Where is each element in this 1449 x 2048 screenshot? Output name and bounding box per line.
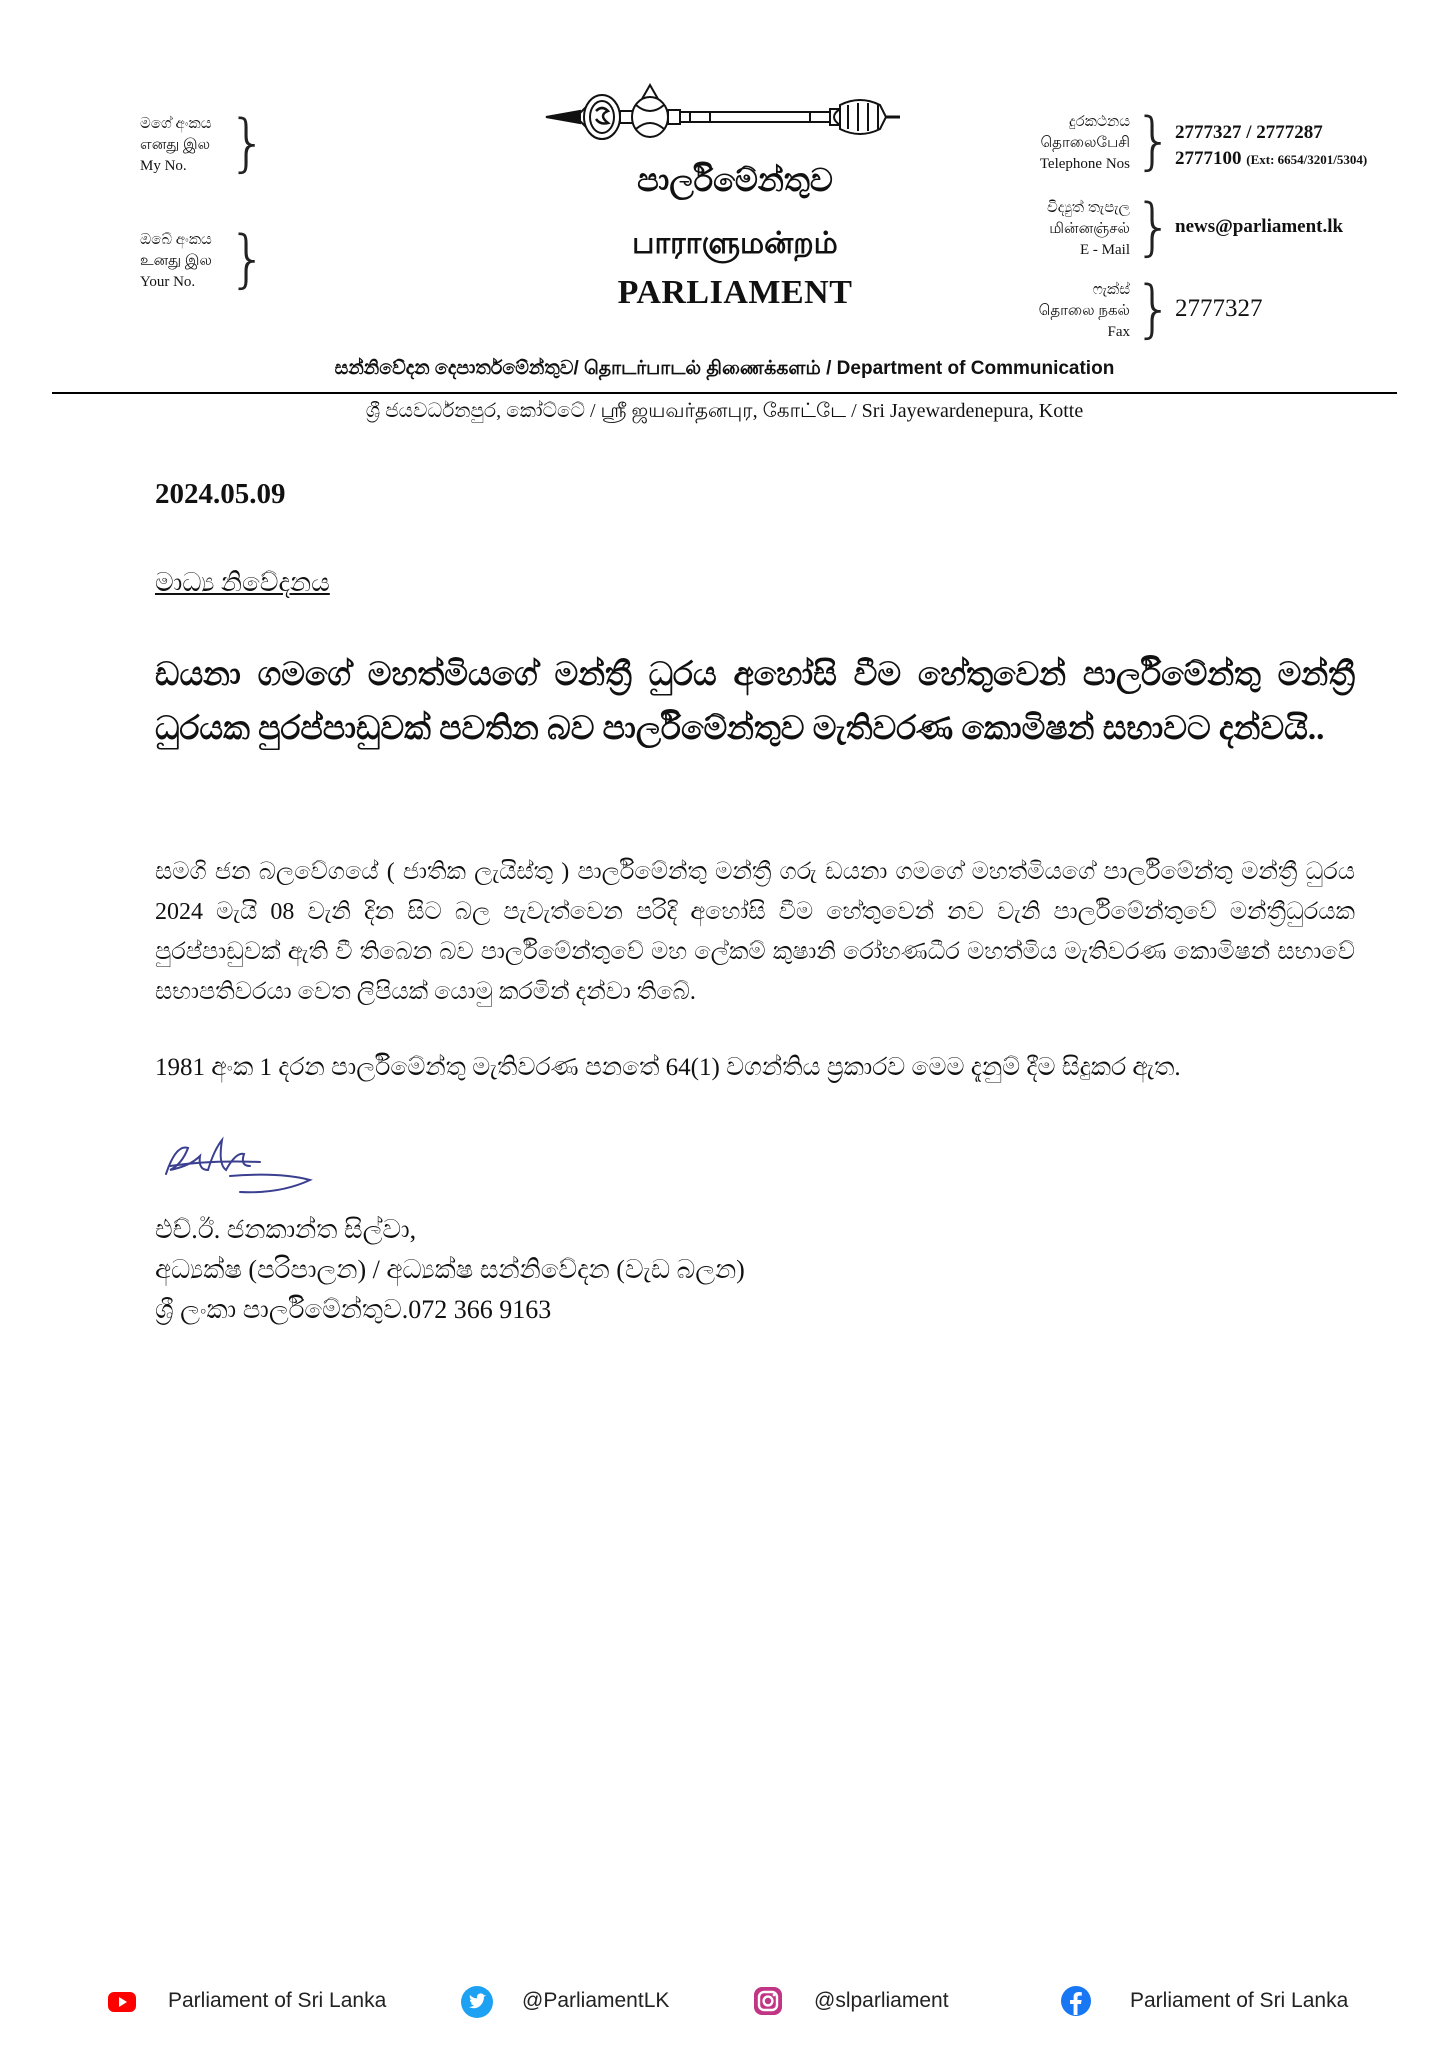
my-number-ta: எனது இல: [140, 137, 211, 153]
fax-label: [1010, 280, 1130, 343]
brace-icon: }: [1134, 104, 1174, 177]
body-paragraph-2: 1981 අංක 1 දරන පාර්ලිමේන්තු මැතිවරණ පනතේ 64(1) වගන්තිය ප්‍රකාරව මෙම දැනුම් දීම සිදුකර ඇත.: [155, 1054, 1181, 1081]
footer-instagram-label: @slparliament: [814, 1989, 949, 2012]
footer-twitter-label: @ParliamentLK: [522, 1989, 670, 2012]
mace-emblem-icon: [540, 75, 920, 160]
my-number-en: My No.: [140, 158, 187, 174]
my-number-si: මගේ අංකය: [140, 116, 212, 132]
telephone-label: [1010, 112, 1130, 175]
youtube-icon: [106, 1985, 138, 2017]
your-number-en: Your No.: [140, 274, 196, 290]
your-number-si: ඔබේ අංකය: [140, 232, 212, 248]
telephone-numbers: 2777327 / 2777287: [1175, 122, 1323, 143]
email-address[interactable]: news@parliament.lk: [1175, 216, 1344, 237]
telephone-label-ta: தொலைபேசி: [1040, 135, 1130, 151]
footer-twitter[interactable]: [460, 1985, 669, 2017]
footer-youtube-label: Parliament of Sri Lanka: [168, 1989, 387, 2012]
headline: ඩයනා ගමගේ මහත්මියගේ මන්ත්‍රී ධුරය අහෝසි වීම හේතුවෙන් පාර්ලිමේන්තු මන්ත්‍රී ධුරයක පුරප්පාඩුවක් පවතින බව පාර්ලිමේන්තුව මැතිවරණ කොමිෂන් සභාවට දන්වයි..: [155, 657, 1355, 747]
footer-facebook-label: Parliament of Sri Lanka: [1130, 1989, 1349, 2012]
title-sinhala: පාර්ලිමේන්තුව: [637, 162, 833, 198]
signatory-title: අධ්‍යක්ෂ (පරිපාලන) / අධ්‍යක්ෂ සන්නිවේදන (වැඩ බලන): [155, 1255, 745, 1284]
brace-icon: }: [1134, 272, 1174, 345]
department-line: සන්නිවේදන දෙපාර්තමේන්තුව/ தொடர்பாடல் திணைக்களம் / Department of Communication: [334, 358, 1115, 379]
address-line: ශ්‍රී ජයවර්ධනපුර, කෝට්ටේ / ஸ்ரீ ஜயவர்தனபுர, கோட்டே / Sri Jayewardenepura, Kotte: [365, 400, 1084, 422]
email-label-en: E - Mail: [1080, 242, 1130, 258]
footer-facebook[interactable]: [1060, 1985, 1348, 2017]
title-english: PARLIAMENT: [617, 274, 853, 311]
brace-icon: }: [1134, 190, 1174, 263]
brace-icon: }: [228, 106, 268, 179]
instagram-icon: [752, 1985, 784, 2017]
signature-image: [160, 1130, 320, 1205]
fax-label-si: ෆැක්ස්: [1092, 282, 1130, 298]
fax-label-ta: தொலை நகல்: [1038, 303, 1130, 319]
twitter-icon: [460, 1985, 492, 2017]
telephone-label-en: Telephone Nos: [1039, 156, 1130, 172]
title-tamil: பாராளுமன்றம்: [632, 227, 838, 260]
footer-youtube[interactable]: [106, 1985, 386, 2017]
facebook-icon: [1060, 1985, 1092, 2017]
fax-label-en: Fax: [1107, 324, 1130, 340]
telephone-number-2: [1175, 148, 1367, 170]
telephone-main: 2777100: [1175, 148, 1242, 169]
your-number-ta: உனது இல: [140, 253, 212, 269]
brace-icon: }: [228, 222, 268, 295]
section-heading: මාධ්‍ය නිවේදනය: [155, 568, 330, 597]
email-label-si: විද්‍යුත් තැපැල: [1047, 200, 1130, 216]
signatory-name: එච්.ඊ. ජනකාන්ත සිල්වා,: [155, 1215, 417, 1244]
footer-instagram[interactable]: [752, 1985, 949, 2017]
email-label-ta: மின்னஞ்சல்: [1049, 221, 1130, 237]
header-divider: [52, 392, 1397, 394]
telephone-label-si: දුරකථනය: [1068, 114, 1130, 130]
signature-block: [155, 1210, 745, 1330]
release-date: 2024.05.09: [155, 478, 286, 510]
fax-number: 2777327: [1175, 295, 1263, 322]
email-label: [1010, 198, 1130, 261]
telephone-ext: (Ext: 6654/3201/5304): [1246, 152, 1368, 167]
signatory-org-phone: ශ්‍රී ලංකා පාර්ලිමේන්තුව.072 366 9163: [155, 1295, 552, 1324]
body-paragraph-1: සමගි ජන බලවේගයේ ( ජාතික ලැයිස්තු ) පාර්ලිමේන්තු මන්ත්‍රී ගරු ඩයනා ගමගේ මහත්මියගේ පාර්ලිමේන්තු මන්ත්‍රී ධුරය 2024 මැයි 08 වැනි දින සිට බල පැවැත්වෙන පරිදි අහෝසි වීම හේතුවෙන් නව වැනි පාර්ලිමේන්තුවේ මන්ත්‍රීධුරයක පුරප්පාඩුවක් ඇති වී තිබෙන බව පාර්ලිමේන්තුවේ මහ ලේකම් කුෂානි රෝහණධීර මහත්මිය මැතිවරණ කොමිෂන් සභාවේ සභාපතිවරයා වෙත ලිපියක් යොමු කරමින් දන්වා තිබේ.: [155, 859, 1355, 1005]
